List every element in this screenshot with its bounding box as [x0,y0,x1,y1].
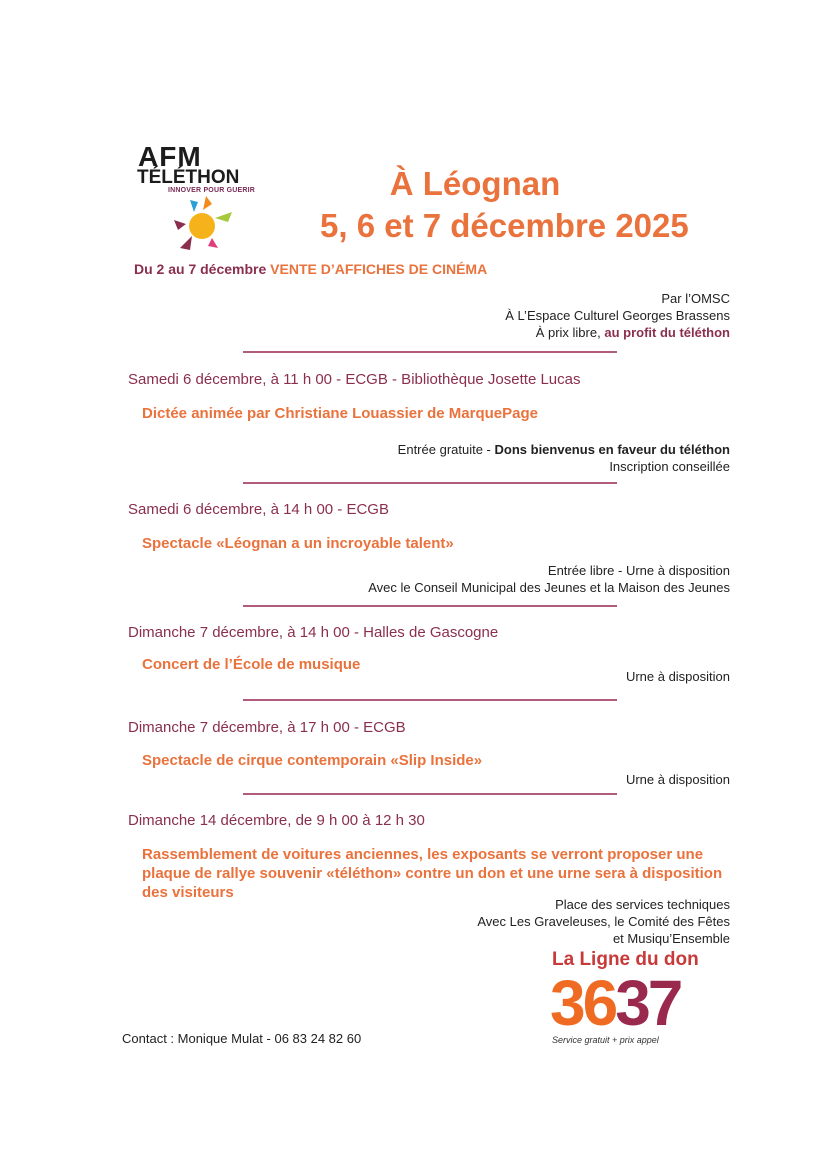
omsc-line3 [505,324,730,341]
omsc-line3-bold: au profit du téléthon [604,325,730,340]
page-title-place: À Léognan [389,165,561,202]
event-5-info-line3: et Musiqu’Ensemble [612,931,730,946]
divider [243,482,617,484]
event-3-info [626,668,730,685]
event-4-info-line1: Urne à disposition [625,772,730,787]
event-2-info-line2: Avec le Conseil Municipal des Jeunes et la Maison des Jeunes [368,580,730,595]
omsc-block [505,290,730,341]
subtitle-dates: Du 2 au 7 décembre [134,261,267,277]
event-2-info [368,562,730,596]
divider [243,699,617,701]
omsc-line2: À L’Espace Culturel Georges Brassens [505,308,730,323]
divider [243,605,617,607]
event-3-info-line1: Urne à disposition [625,669,730,684]
event-2-date: Samedi 6 décembre, à 14 h 00 - ECGB [128,501,389,518]
afm-logo-text: AFM [138,141,202,172]
event-1-info-bold: Dons bienvenus en faveur du téléthon [494,442,730,457]
divider [243,351,617,353]
event-5-info-line1: Place des services techniques [555,897,730,912]
omsc-line1: Par l’OMSC [661,291,730,306]
subtitle [134,261,487,277]
page-title-dates: 5, 6 et 7 décembre 2025 [320,207,689,244]
event-4-title: Spectacle de cirque contemporain «Slip Inside» [142,752,483,769]
omsc-line3-plain: À prix libre, [535,325,601,340]
event-4-date: Dimanche 7 décembre, à 17 h 00 - ECGB [128,719,406,736]
event-1-info-plain: Entrée gratuite - [397,442,491,457]
event-5-date: Dimanche 14 décembre, de 9 h 00 à 12 h 30 [128,812,425,829]
event-5-info [477,896,730,947]
event-3-date: Dimanche 7 décembre, à 14 h 00 - Halles de Gascogne [128,624,499,641]
event-1-date: Samedi 6 décembre, à 11 h 00 - ECGB - Bibliothèque Josette Lucas [128,371,581,388]
contact-info: Contact : Monique Mulat - 06 83 24 82 60 [122,1031,362,1046]
event-1-info-line2: Inscription conseillée [609,459,730,474]
event-1-info [398,441,730,475]
telethon-logo-text: TÉLÉTHON [137,167,240,188]
don-phone-number [550,968,680,1038]
event-2-info-line1: Entrée libre - Urne à disposition [547,563,730,578]
don-number-part-b: 37 [615,967,681,1039]
logo-tagline: INNOVER POUR GUERIR [168,187,256,194]
event-1-title: Dictée animée par Christiane Louassier de MarquePage [142,405,538,422]
event-5-info-line2: Avec Les Graveleuses, le Comité des Fêtes [477,914,730,929]
divider [243,793,617,795]
don-number-part-a: 36 [550,967,616,1039]
telethon-sun-icon [172,194,238,252]
event-1-info-line1 [398,441,730,458]
event-5-title: Rassemblement de voitures anciennes, les exposants se verront proposer une plaque de rallye souvenir «téléthon» contre un don et une urne sera à disposition des visiteurs [142,846,723,901]
event-4-info [626,771,730,788]
ligne-du-don-label: La Ligne du don [552,949,699,970]
don-service-note: Service gratuit + prix appel [552,1035,659,1045]
event-2-title: Spectacle «Léognan a un incroyable talent» [142,535,454,552]
event-3-title: Concert de l’École de musique [142,656,361,673]
subtitle-what: VENTE D’AFFICHES DE CINÉMA [270,261,488,277]
